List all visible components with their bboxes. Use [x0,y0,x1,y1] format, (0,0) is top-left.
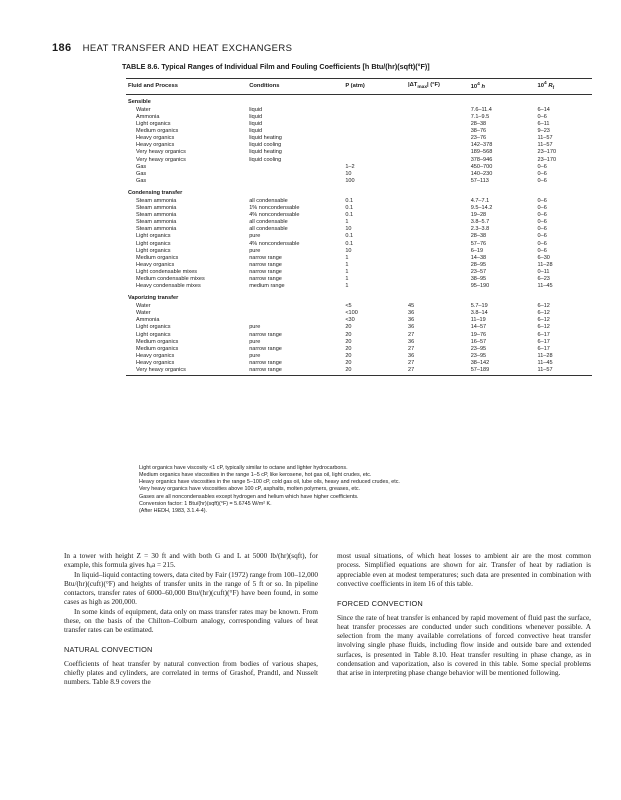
cell-delta-t [406,227,469,234]
cell-fluid: Light organics [136,324,171,331]
cell-rf: 0–6 [537,114,547,120]
cell-delta-t [406,263,469,270]
cell-pressure: 20 [345,352,352,359]
cell-delta-t [406,136,469,143]
cell-h: 3.8–5.7 [470,219,490,226]
cell-conditions: medium range [249,283,285,290]
cell-conditions [247,311,343,318]
paragraph: In a tower with height Z = 30 ft and with both G and L at 5000 lb/(hr)(sqft), for example, this formula gives hₐa = 215. [64,552,318,570]
table-row [126,213,592,220]
cell-fluid: Medium condensable mixes [136,275,205,282]
cell-fluid: Medium organics [136,345,179,352]
cell-fluid: Light organics [136,331,171,338]
table-row [126,115,592,122]
cell-conditions: liquid [249,121,263,128]
cell-fluid: Heavy organics [136,135,175,142]
col-header-rf: $10^4$ $R_f$ [536,79,592,95]
section-label: Sensible [128,98,151,105]
cell-pressure: 1 [345,261,349,268]
table-row [126,220,592,227]
table-row [126,227,592,234]
cell-conditions: liquid [249,114,263,120]
table-row [126,249,592,256]
cell-h: 9.5–14.2 [470,205,493,212]
cell-delta-t [406,108,469,115]
section-label: Condensing transfer [128,189,183,196]
cell-rf: 6–17 [537,345,550,352]
cell-h: 140–230 [470,170,493,177]
cell-fluid: Water [136,303,151,310]
cell-rf: 23–170 [537,149,557,156]
table-row [126,284,592,291]
table-row [126,318,592,325]
cell-rf: 11–28 [537,261,553,268]
cell-conditions: narrow range [249,359,282,366]
cell-fluid: Medium organics [136,128,179,135]
cell-h: 14–57 [470,324,487,331]
cell-pressure: 1 [345,268,349,275]
cell-fluid: Heavy organics [136,142,175,149]
running-title: HEAT TRANSFER AND HEAT EXCHANGERS [82,43,293,54]
cell-fluid: Steam ammonia [136,205,177,212]
cell-delta-t [406,158,469,165]
cell-h: 4.7–7.1 [470,197,490,204]
cell-pressure: 1 [345,219,349,226]
cell-fluid: Light organics [136,121,171,128]
cell-conditions: 1% noncondensable [249,205,300,212]
cell-delta-t [406,206,469,213]
cell-conditions [247,165,343,172]
cell-fluid: Ammonia [136,114,160,120]
cell-delta-t [406,277,469,284]
cell-rf: 0–6 [537,197,547,204]
cell-rf: 6–12 [537,310,550,317]
table-row [126,172,592,179]
cell-fluid: Light organics [136,233,171,240]
paragraph: In some kinds of equipment, data only on mass transfer rates may be known. From these, on the basis of the Chilton–Colburn analogy, corresponding values of heat transfer rates can be estimated. [64,607,318,635]
cell-rf: 0–6 [537,247,547,254]
table-body [126,94,592,375]
cell-pressure: 0.1 [345,240,354,247]
cell-conditions: all condensable [249,197,288,204]
cell-h: 19–76 [470,331,487,338]
cell-rf: 6–17 [537,338,550,345]
coefficients-table [126,78,592,376]
cell-delta-t: 27 [408,331,415,338]
paragraph: most usual situations, of which heat losses to ambient air are the most common process. Simplified equations are shown for air. Transfer of heat by radiation is appreciable even at modest temperatures; such data are presented in combination with convective coefficients in item 16 of this table. [337,552,591,588]
cell-rf: 6–23 [537,275,550,282]
cell-fluid: Light condensable mixes [136,268,198,275]
cell-delta-t: 45 [408,303,415,310]
cell-conditions: pure [249,352,261,359]
cell-rf: 11–57 [537,142,553,149]
table-row [126,361,592,368]
cell-delta-t: 27 [406,368,469,376]
col-header-pressure: P (atm) [343,79,406,95]
cell-fluid: Gas [136,170,147,177]
table-section-row [126,186,592,199]
cell-fluid: Heavy organics [136,261,175,268]
cell-delta-t [406,213,469,220]
table-row [126,129,592,136]
table-section-row [126,94,592,108]
cell-h: 23–95 [470,352,487,359]
table-row [126,165,592,172]
cell-fluid: Steam ammonia [136,226,177,233]
cell-rf: 0–6 [537,226,547,233]
cell-conditions: all condensable [249,219,288,226]
cell-delta-t [406,242,469,249]
cell-rf: 0–6 [537,233,547,240]
cell-fluid: Gas [136,177,147,184]
cell-h: 6–19 [470,247,484,254]
cell-pressure: <5 [345,303,352,310]
cell-pressure: 1 [345,275,349,282]
cell-conditions: narrow range [249,275,282,282]
col-header-delta-t: $|\Delta T_{max}|$ (°F) [406,79,469,95]
cell-h: 57–113 [470,177,489,184]
paragraph: Coefficients of heat transfer by natural convection from bodies of various shapes, chiefly plates and cylinders, are correlated in terms of Grashof, Prandtl, and Nusselt numbers. Table 8.9 covers the [64,659,318,687]
cell-rf: 0–6 [537,212,547,219]
cell-pressure: 10 [345,247,352,254]
cell-h: 2.3–3.8 [470,226,490,233]
table-row [126,234,592,241]
cell-fluid: Water [136,106,151,113]
cell-rf: 0–6 [537,219,547,226]
cell-delta-t [406,179,469,186]
cell-fluid: Heavy condensable mixes [136,283,201,290]
cell-pressure [343,143,406,150]
cell-pressure [343,122,406,129]
cell-conditions [247,172,343,179]
cell-delta-t [406,199,469,206]
cell-fluid: Steam ammonia [136,197,177,204]
cell-delta-t [406,115,469,122]
cell-h: 38–76 [470,128,487,135]
page-header [52,42,592,54]
cell-conditions: liquid heating [249,149,282,156]
page-number: 186 [52,42,72,54]
table-row [126,199,592,206]
cell-rf: 0–6 [537,163,547,170]
cell-h: 5.7–19 [470,303,488,310]
cell-h: 7.6–11.4 [470,106,492,113]
cell-pressure: 10 [345,226,352,233]
cell-h: 28–95 [470,261,487,268]
cell-delta-t: 36 [408,324,415,331]
cell-conditions: pure [249,324,261,331]
cell-h: 3.8–14 [470,310,488,317]
cell-pressure [343,150,406,157]
cell-h: 28–38 [470,121,487,128]
cell-conditions: narrow range [249,345,282,352]
cell-pressure: 0.1 [345,197,354,204]
cell-rf: 6–30 [537,254,550,261]
body-column-left [64,552,318,688]
cell-delta-t [406,122,469,129]
table-note: Conversion factor: 1 Btu/(hr)(sqft)(°F) = 5.6745 W/m² K. [139,500,272,507]
cell-pressure: 0.1 [345,212,354,219]
section-heading-forced-convection: FORCED CONVECTION [337,599,423,609]
table-row [126,242,592,249]
cell-delta-t [406,172,469,179]
cell-pressure [343,115,406,122]
table-note: Gases are all noncondensables except hydrogen and helium which have higher coefficients. [139,493,359,500]
cell-rf: 11–28 [537,352,553,359]
cell-delta-t: 36 [408,352,415,359]
cell-rf: 11–45 [537,283,553,290]
cell-fluid: Water [136,310,151,317]
cell-fluid: Heavy organics [136,359,175,366]
cell-pressure: 20 [345,331,352,338]
cell-conditions: liquid cooling [249,156,282,163]
table-row [126,206,592,213]
cell-fluid: Light organics [136,247,171,254]
paragraph: In liquid–liquid contacting towers, data cited by Fair (1972) range from 100–12,000 Btu/(hr)(cuft)(°F) and heights of transfer units in the range of 5 ft or so. In pipeline contactors, transfer rates of 6000–60,000 Btu/(hr)(cuft)(°F) have been found, in some cases as high as 200,000. [64,570,318,607]
col-header-fluid: Fluid and Process [126,79,247,95]
cell-pressure: 0.1 [345,233,354,240]
cell-delta-t [406,234,469,241]
cell-rf: 6–14 [537,106,550,113]
cell-fluid: Very heavy organics [136,156,186,163]
cell-h: 14–38 [470,254,487,261]
cell-h: 38–142 [470,359,490,366]
table-row [126,325,592,332]
table-notes [139,465,589,515]
cell-rf: 6–12 [537,324,550,331]
cell-delta-t [406,270,469,277]
cell-pressure: 20 [343,368,406,376]
cell-h: 38–95 [470,275,487,282]
cell-rf: 6–17 [537,331,550,338]
cell-fluid: Steam ammonia [136,212,177,219]
cell-rf: 11–57 [537,135,553,142]
cell-pressure [343,136,406,143]
cell-fluid: Gas [136,163,147,170]
table-note: Very heavy organics have viscosities above 100 cP, asphalts, molten polymers, greases, etc. [139,486,361,493]
cell-fluid: Very heavy organics [126,368,247,376]
cell-rf: 0–6 [537,205,547,212]
cell-pressure: 100 [345,177,355,184]
cell-fluid: Ammonia [136,317,160,324]
cell-delta-t [406,150,469,157]
cell-rf: 0–6 [537,170,547,177]
table-row [126,136,592,143]
cell-pressure [343,108,406,115]
cell-pressure: 1–2 [345,163,355,170]
cell-conditions: liquid heating [249,135,282,142]
cell-conditions: 4% noncondensable [249,240,300,247]
cell-pressure: 20 [345,324,352,331]
cell-pressure: <30 [345,317,355,324]
cell-conditions: liquid [249,128,263,135]
cell-pressure: 0.1 [345,205,354,212]
cell-delta-t [406,129,469,136]
cell-pressure: 1 [345,254,349,261]
table-row [126,347,592,354]
cell-h: 7.1–9.5 [470,114,490,120]
cell-delta-t [406,284,469,291]
table-row [126,354,592,361]
cell-h: 142–378 [470,142,493,149]
cell-conditions: narrow range [249,268,282,275]
cell-rf: 6–11 [537,121,550,128]
cell-conditions: narrow range [247,368,343,376]
cell-conditions: pure [249,247,261,254]
col-header-h: $10^4$ h [469,79,536,95]
cell-conditions: narrow range [249,254,282,261]
cell-h: 57–189 [469,368,536,376]
cell-delta-t: 27 [408,359,415,366]
cell-delta-t: 27 [408,345,415,352]
cell-rf: 0–6 [537,240,547,247]
cell-conditions: pure [249,338,261,345]
cell-fluid: Medium organics [136,254,179,261]
cell-h: 16–57 [470,338,487,345]
table-row [126,150,592,157]
cell-h: 23–76 [470,135,487,142]
table-note: Heavy organics have viscosities in the range 5–100 cP, cold gas oil, lube oils, heavy and reduced crudes, etc. [139,479,400,486]
table-row [126,311,592,318]
cell-conditions [247,318,343,325]
table-row [126,368,592,376]
cell-conditions [247,179,343,186]
cell-rf: 0–6 [537,177,547,184]
paragraph: Since the rate of heat transfer is enhanced by rapid movement of fluid past the surface, heat transfer processes are conducted under such conditions whenever possible. A selection from the many available correlations of forced convective heat transfer involving single phase fluids, including flow inside and outside bare and extended surfaces, is presented in Table 8.10. Heat transfer resulting in phase change, as in condensation and vaporization, also is covered in this table. Some special problems that arise in interpreting phase change behavior will be mentioned following. [337,613,591,678]
table-header-row [126,79,592,95]
cell-pressure: 20 [345,338,352,345]
cell-conditions: narrow range [249,261,282,268]
table-note: Light organics have viscosity <1 cP, typically similar to octane and lighter hydrocarbons. [139,465,348,471]
cell-fluid: Heavy organics [136,352,175,359]
cell-delta-t [406,249,469,256]
cell-conditions: liquid [249,106,263,113]
table-row [126,108,592,115]
cell-delta-t: 36 [408,317,415,324]
table-row [126,304,592,311]
table-section-row [126,291,592,304]
cell-fluid: Very heavy organics [136,149,186,156]
cell-h: 378–946 [470,156,493,163]
table-row [126,158,592,165]
cell-delta-t [406,220,469,227]
body-column-right [337,552,591,678]
cell-rf: 0–11 [537,268,550,275]
cell-h: 95–190 [470,283,490,290]
cell-h: 57–76 [470,240,487,247]
section-heading-natural-convection: NATURAL CONVECTION [64,645,153,655]
cell-rf: 6–12 [537,303,550,310]
table-row [126,256,592,263]
cell-h: 450–700 [470,163,493,170]
table-row [126,340,592,347]
coefficients-table-container [126,78,592,376]
cell-conditions: narrow range [249,331,282,338]
cell-rf: 11–45 [537,359,553,366]
table-title: TABLE 8.6. Typical Ranges of Individual Film and Fouling Coefficients [h Btu/(hr)(sqft)(°F)] [122,62,430,71]
cell-pressure: 1 [345,283,349,290]
table-note: (After HEDH, 1983, 3.1.4-4). [139,507,208,514]
cell-delta-t [406,256,469,263]
cell-conditions: all condensable [249,226,288,233]
cell-h: 28–38 [470,233,487,240]
cell-fluid: Steam ammonia [136,219,177,226]
cell-fluid: Light organics [136,240,171,247]
cell-delta-t: 36 [408,310,415,317]
cell-rf: 23–170 [537,156,557,163]
cell-delta-t [406,165,469,172]
table-row [126,333,592,340]
cell-delta-t: 36 [408,338,415,345]
cell-pressure: <100 [345,310,358,317]
cell-h: 23–57 [470,268,487,275]
cell-delta-t [406,143,469,150]
cell-rf: 11–57 [536,368,592,376]
cell-h: 189–568 [470,149,493,156]
cell-conditions [247,304,343,311]
cell-h: 23–95 [470,345,487,352]
table-row [126,179,592,186]
cell-fluid: Medium organics [136,338,179,345]
table-note: Medium organics have viscosities in the range 1–5 cP, like kerosene, hot gas oil, light crudes, etc. [139,472,372,479]
col-header-conditions: Conditions [247,79,343,95]
table-row [126,122,592,129]
cell-conditions: 4% noncondensable [249,212,300,219]
cell-conditions: liquid cooling [249,142,282,149]
cell-h: 19–28 [470,212,487,219]
section-label: Vaporizing transfer [128,295,179,302]
cell-rf: 6–12 [537,317,550,324]
cell-pressure: 10 [345,170,352,177]
cell-rf: 9–23 [537,128,550,135]
table-row [126,143,592,150]
cell-pressure [343,129,406,136]
cell-conditions: pure [249,233,261,240]
cell-h: 11–19 [470,317,486,324]
cell-pressure: 20 [345,345,352,352]
cell-pressure: 20 [345,359,352,366]
